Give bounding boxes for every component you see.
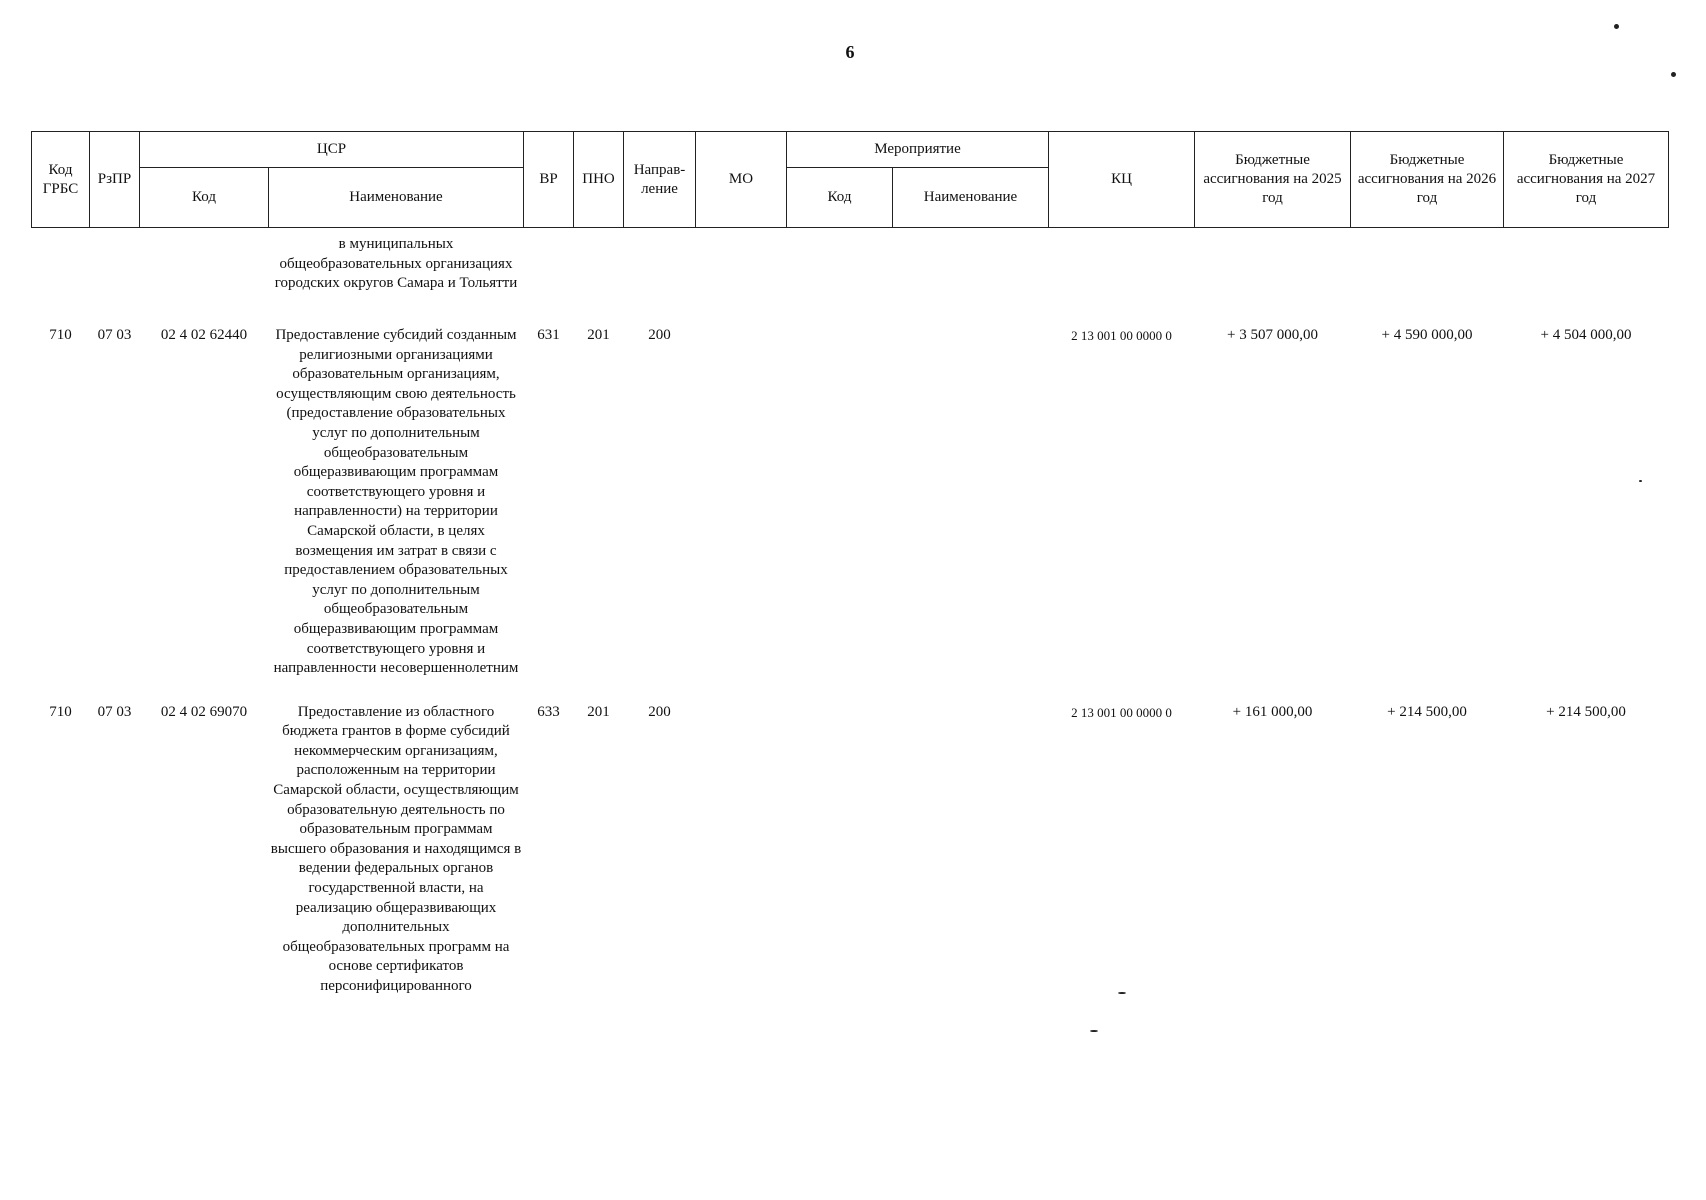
table-row <box>32 319 1669 699</box>
cell-meropr-kod <box>787 319 893 699</box>
cell-empty <box>893 228 1049 320</box>
cell-csr-naimenovanie: в муниципальных общеобразовательных организациях городских округов Самара и Тольятти <box>274 236 518 292</box>
col-meropr-naimenovanie: Наименование <box>893 168 1049 228</box>
cell-empty <box>140 228 269 320</box>
cell-kc: 2 13 001 00 0000 0 <box>1071 704 1172 720</box>
table-body <box>32 228 1669 1017</box>
col-rzpr: РзПР <box>90 132 140 228</box>
cell-empty <box>32 228 90 320</box>
cell-budget-2026: + 214 500,00 <box>1387 703 1467 720</box>
scan-speck <box>1671 72 1676 77</box>
cell-empty <box>1195 228 1351 320</box>
cell-csr-naimenovanie: Предоставление из областного бюджета грантов в форме субсидий некоммерческим организациям, расположенным на территории Самарской области, осуществляющим образовательную деятельность по образовательным программам высшего образования и находящимся в ведении федеральных органов государственной власти, на реализацию общеразвивающих дополнительных общеобразовательных программ на основе сертификатов персонифицированного <box>270 703 522 994</box>
cell-budget-2026: + 4 590 000,00 <box>1381 327 1473 343</box>
table-header <box>32 132 1669 228</box>
col-meropriyatie: Мероприятие <box>787 132 1049 168</box>
cell-rzpr: 07 03 <box>97 327 132 343</box>
cell-csr-naimenovanie: Предоставление субсидий созданным религиозными организациями образовательным организациям, осуществляющим свою деятельность (предоставление образовательных услуг по дополнительным общеобразовательным общеразвивающим программам соответствующего уровня и направленности) на территории Самарской области, в целях возмещения им затрат в связи с предоставлением образовательных услуг по дополнительным общеобразовательным общеразвивающим программам соответствующего уровня и направленности несовершеннолетним <box>273 327 519 677</box>
cell-meropr-kod <box>787 699 893 1017</box>
col-kc: КЦ <box>1049 132 1195 228</box>
cell-empty <box>524 228 574 320</box>
cell-empty <box>787 228 893 320</box>
cell-empty <box>1049 228 1195 320</box>
cell-empty <box>696 228 787 320</box>
table-row <box>32 699 1669 1017</box>
cell-empty <box>90 228 140 320</box>
col-pno: ПНО <box>574 132 624 228</box>
cell-pno: 201 <box>587 327 610 343</box>
cell-budget-2027: + 214 500,00 <box>1546 703 1626 720</box>
col-kod-grbs: Код ГРБС <box>32 132 90 228</box>
cell-budget-2027: + 4 504 000,00 <box>1540 327 1632 343</box>
col-csr: ЦСР <box>140 132 524 168</box>
cell-empty <box>1504 228 1669 320</box>
col-meropr-kod: Код <box>787 168 893 228</box>
cell-grbs: 710 <box>49 327 72 343</box>
cell-mo <box>696 699 787 1017</box>
col-csr-kod: Код <box>140 168 269 228</box>
cell-vr: 631 <box>537 327 560 343</box>
cell-napr: 200 <box>648 703 671 720</box>
cell-budget-2025: + 161 000,00 <box>1232 703 1313 720</box>
scan-speck <box>1614 24 1619 29</box>
cell-rzpr: 07 03 <box>97 703 132 720</box>
cell-grbs: 710 <box>49 703 72 720</box>
cell-mo <box>696 319 787 699</box>
cell-kc: 2 13 001 00 0000 0 <box>1071 328 1172 343</box>
col-budget-2025: Бюджетные ассигнования на 2025 год <box>1195 132 1351 228</box>
cell-vr: 633 <box>537 703 560 720</box>
cell-meropr-naimenovanie <box>893 319 1049 699</box>
cell-empty <box>1351 228 1504 320</box>
col-napr: Направ-ление <box>624 132 696 228</box>
page-number: 6 <box>845 42 855 62</box>
col-budget-2026: Бюджетные ассигнования на 2026 год <box>1351 132 1504 228</box>
cell-pno: 201 <box>587 703 610 720</box>
col-mo: МО <box>696 132 787 228</box>
cell-empty <box>574 228 624 320</box>
table-row-continuation <box>32 228 1669 320</box>
cell-csr-kod: 02 4 02 62440 <box>160 327 248 343</box>
cell-napr: 200 <box>648 327 671 343</box>
cell-csr-kod: 02 4 02 69070 <box>160 703 248 720</box>
header-row-top <box>32 132 1669 168</box>
col-csr-naimenovanie: Наименование <box>269 168 524 228</box>
col-vr: ВР <box>524 132 574 228</box>
cell-meropr-naimenovanie <box>893 699 1049 1017</box>
cell-empty <box>624 228 696 320</box>
col-budget-2027: Бюджетные ассигнования на 2027 год <box>1504 132 1669 228</box>
budget-table <box>31 131 1669 1017</box>
cell-budget-2025: + 3 507 000,00 <box>1227 327 1318 343</box>
scan-speck <box>1090 1030 1098 1032</box>
